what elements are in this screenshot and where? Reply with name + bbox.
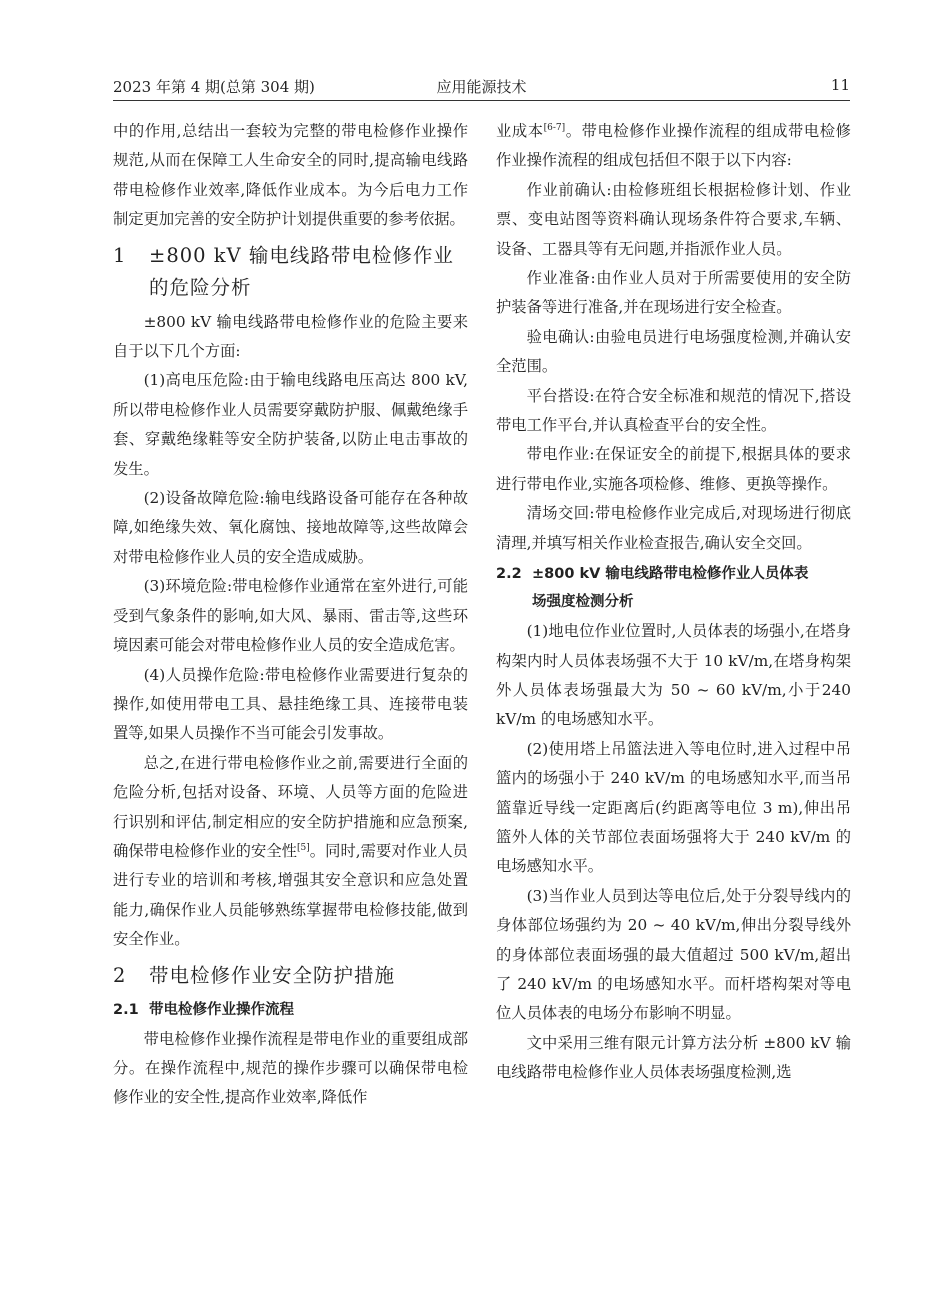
step-live-work: 带电作业:在保证安全的前提下,根据具体的要求进行带电作业,实施各项检修、维修、更换等操作。 bbox=[496, 445, 851, 493]
field-item-2: (2)使用塔上吊篮法进入等电位时,进入过程中吊篮内的场强小于 240 kV/m 的电场感知水平,而当吊篮靠近导线一定距离后(约距离等电位 3 m),伸出吊篮外人体的关节部位表面场强将大于 240 kV/m 的电场感知水平。 bbox=[496, 739, 851, 876]
section-2-2-heading bbox=[496, 560, 851, 616]
summary-text-a: 总之,在进行带电检修作业之前,需要进行全面的危险分析,包括对设备、环境、人员等方面的危险进行识别和评估,制定相应的安全防护措施和应急预案,确保带电检修作业的安全性 bbox=[113, 753, 468, 860]
para-end-text-b: 。带电检修作业操作流程的组成带电检修作业操作流程的组成包括但不限于以下内容: bbox=[496, 122, 851, 170]
hazard-item-1: (1)高电压危险:由于输电线路电压高达 800 kV,所以带电检修作业人员需要穿戴防护服、佩戴绝缘手套、穿戴绝缘鞋等安全防护装备,以防止电击事故的发生。 bbox=[113, 371, 468, 478]
hazard-item-4: (4)人员操作危险:带电检修作业需要进行复杂的操作,如使用带电工具、悬挂绝缘工具、连接带电装置等,如果人员操作不当可能会引发事故。 bbox=[113, 665, 468, 743]
para-end-text-a: 业成本 bbox=[496, 122, 544, 140]
page-header bbox=[113, 66, 850, 101]
section-2-1-paragraph-start: 带电检修作业操作流程是带电作业的重要组成部分。在操作流程中,规范的操作步骤可以确保带电检修作业的安全性,提高作业效率,降低作 bbox=[113, 1029, 468, 1107]
citation-5: [5] bbox=[297, 842, 310, 853]
closing-paragraph: 文中采用三维有限元计算方法分析 ±800 kV 输电线路带电检修作业人员体表场强度检测,选 bbox=[496, 1033, 851, 1082]
hazard-item-2: (2)设备故障危险:输电线路设备可能存在各种故障,如绝缘失效、氧化腐蚀、接地故障等,这些故障会对带电检修作业人员的安全造成威胁。 bbox=[113, 489, 468, 566]
section-2-1-paragraph-end bbox=[496, 117, 851, 176]
section-1-intro: ±800 kV 输电线路带电检修作业的危险主要来自于以下几个方面: bbox=[113, 312, 468, 361]
issue-info: 2023 年第 4 期(总第 304 期) bbox=[113, 78, 315, 96]
citation-6-7: [6-7] bbox=[543, 123, 566, 133]
section-2-2-title-line2: 场强度检测分析 bbox=[532, 594, 634, 611]
section-1-heading bbox=[113, 240, 468, 304]
intro-paragraph: 中的作用,总结出一套较为完整的带电检修作业操作规范,从而在保障工人生命安全的同时,提高输电线路带电检修作业效率,降低作业成本。为今后电力工作制定更加完善的安全防护计划提供重要的参考依据。 bbox=[113, 122, 468, 229]
step-handover: 清场交回:带电检修作业完成后,对现场进行彻底清理,并填写相关作业检查报告,确认安全交回。 bbox=[496, 504, 851, 552]
section-1-number: 1 bbox=[113, 243, 127, 267]
section-2-1-heading bbox=[113, 996, 468, 1024]
step-pre-confirm: 作业前确认:由检修班组长根据检修计划、作业票、变电站图等资料确认现场条件符合要求,车辆、设备、工器具等有无问题,并指派作业人员。 bbox=[496, 180, 851, 258]
section-2-2-number: 2.2 bbox=[496, 566, 522, 583]
field-item-3: (3)当作业人员到达等电位后,处于分裂导线内的身体部位场强约为 20 ~ 40 kV/m,伸出分裂导线外的身体部位表面场强的最大值超过 500 kV/m,超出了 240 kV/m 的电场感知水平。而杆塔构架对等电位人员体表的电场分布影响不明显。 bbox=[496, 886, 851, 1023]
step-verify: 验电确认:由验电员进行电场强度检测,并确认安全范围。 bbox=[496, 327, 851, 376]
section-2-1-title: 带电检修作业操作流程 bbox=[149, 1001, 294, 1018]
section-2-title: 带电检修作业安全防护措施 bbox=[149, 963, 396, 987]
section-2-heading bbox=[113, 960, 468, 992]
left-column bbox=[113, 117, 468, 1113]
section-2-1-number: 2.1 bbox=[113, 1001, 139, 1018]
journal-title: 应用能源技术 bbox=[436, 78, 527, 96]
section-1-title-line2: 的危险分析 bbox=[149, 275, 252, 299]
page-number: 11 bbox=[830, 76, 850, 94]
step-prepare: 作业准备:由作业人员对于所需要使用的安全防护装备等进行准备,并在现场进行安全检查。 bbox=[496, 269, 851, 317]
section-1-title-line1: ±800 kV 输电线路带电检修作业 bbox=[149, 243, 454, 267]
field-item-1: (1)地电位作业位置时,人员体表的场强小,在塔身构架内时人员体表场强不大于 10 kV/m,在塔身构架外人员体表场强最大为 50 ~ 60 kV/m,小于240 kV/m 的电场感知水平。 bbox=[496, 622, 851, 729]
step-platform: 平台搭设:在符合安全标准和规范的情况下,搭设带电工作平台,并认真检查平台的安全性。 bbox=[496, 386, 851, 435]
section-2-number: 2 bbox=[113, 963, 127, 987]
section-1-summary bbox=[113, 749, 468, 955]
hazard-item-3: (3)环境危险:带电检修作业通常在室外进行,可能受到气象条件的影响,如大风、暴雨、雷击等,这些环境因素可能会对带电检修作业人员的安全造成危害。 bbox=[113, 577, 468, 655]
summary-text-b: 。同时,需要对作业人员进行专业的培训和考核,增强其安全意识和应急处置能力,确保作业人员能够熟练掌握带电检修技能,做到安全作业。 bbox=[113, 841, 468, 949]
section-2-2-title-line1: ±800 kV 输电线路带电检修作业人员体表 bbox=[532, 566, 809, 583]
right-column bbox=[496, 117, 851, 1088]
